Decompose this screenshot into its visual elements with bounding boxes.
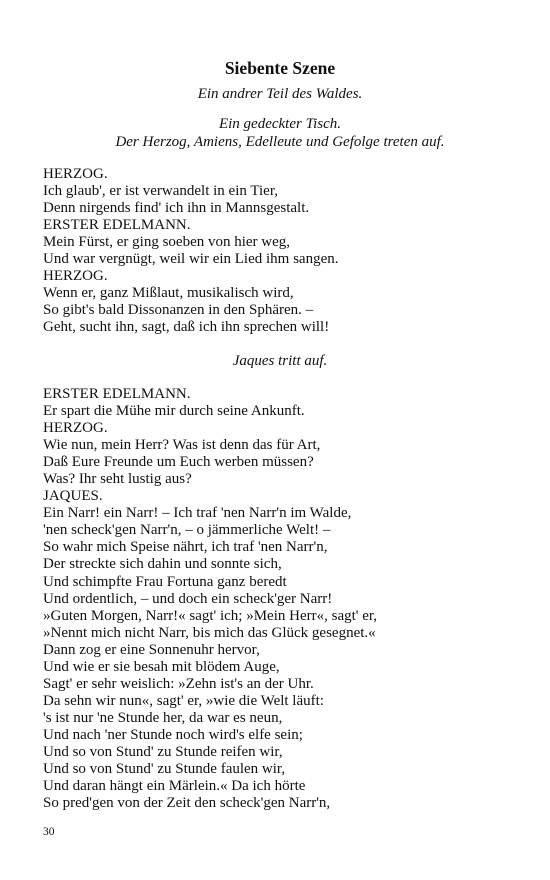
verse-line: Ich glaub', er ist verwandelt in ein Tier, [43,183,278,200]
verse-line: Mein Fürst, er ging soeben von hier weg, [43,234,291,251]
verse-line: Und wie er sie besah mit blödem Auge, [43,658,280,675]
stage-direction-opening-2: Der Herzog, Amiens, Edelleute und Gefolge treten auf. [115,134,445,150]
verse-line: 's ist nur 'ne Stunde her, da war es neun, [43,709,283,726]
verse-line: 'nen scheck'gen Narr'n, – o jämmerliche Welt! – [43,522,331,539]
stage-direction-opening-1: Ein gedeckter Tisch. [218,116,342,132]
verse-line: Er spart die Mühe mir durch seine Ankunft. [43,403,305,420]
speaker-label: HERZOG. [43,268,108,285]
verse-line: »Guten Morgen, Narr!« sagt' ich; »Mein Herr«, sagt' er, [43,607,378,624]
verse-line: Da sehn wir nun«, sagt' er, »wie die Welt läuft: [43,692,324,709]
verse-line: Und so von Stund' zu Stunde reifen wir, [43,743,283,760]
speaker-label: HERZOG. [43,420,108,437]
speaker-label: JAQUES. [43,488,103,505]
verse-line: Ein Narr! ein Narr! – Ich traf 'nen Narr'n im Walde, [43,505,352,522]
verse-line: Der streckte sich dahin und sonnte sich, [43,556,282,573]
verse-line: Wenn er, ganz Mißlaut, musikalisch wird, [43,285,294,302]
verse-line: So gibt's bald Dissonanzen in den Sphären. – [43,302,314,319]
dialogue-block-two [43,386,513,812]
verse-line: Denn nirgends find' ich ihn in Mannsgestalt. [43,200,310,217]
verse-line: Geht, sucht ihn, sagt, daß ich ihn sprechen will! [43,319,330,336]
verse-line: Und ordentlich, – und doch ein scheck'ger Narr! [43,590,333,607]
verse-line: So wahr mich Speise nährt, ich traf 'nen Narr'n, [43,539,328,556]
verse-line: Was? Ihr seht lustig aus? [43,471,192,488]
verse-line: Und war vergnügt, weil wir ein Lied ihm sangen. [43,251,339,268]
dialogue-block-one [43,166,513,336]
verse-line: Und so von Stund' zu Stunde faulen wir, [43,761,286,778]
speaker-label: ERSTER EDELMANN. [43,386,191,402]
verse-line: So pred'gen von der Zeit den scheck'gen Narr'n, [43,795,331,812]
verse-line: Dann zog er eine Sonnenuhr hervor, [43,641,260,658]
verse-line: Wie nun, mein Herr? Was ist denn das für Art, [43,437,321,454]
page-number: 30 [43,826,55,838]
verse-line: Und nach 'ner Stunde noch wird's elfe sein; [43,726,303,743]
speaker-label: HERZOG. [43,166,108,182]
verse-line: Und daran hängt ein Märlein.« Da ich hörte [43,778,306,795]
verse-line: Sagt' er sehr weislich: »Zehn ist's an der Uhr. [43,675,314,692]
verse-line: Und schimpfte Frau Fortuna ganz beredt [43,573,287,590]
verse-line: »Nennt mich nicht Narr, bis mich das Glück gesegnet.« [43,624,376,641]
verse-line: Daß Eure Freunde um Euch werben müssen? [43,454,314,471]
scene-title: Siebente Szene [224,58,336,78]
stage-direction-entrance: Jaques tritt auf. [232,353,328,369]
setting-direction: Ein andrer Teil des Waldes. [197,86,363,102]
speaker-label: ERSTER EDELMANN. [43,217,191,234]
